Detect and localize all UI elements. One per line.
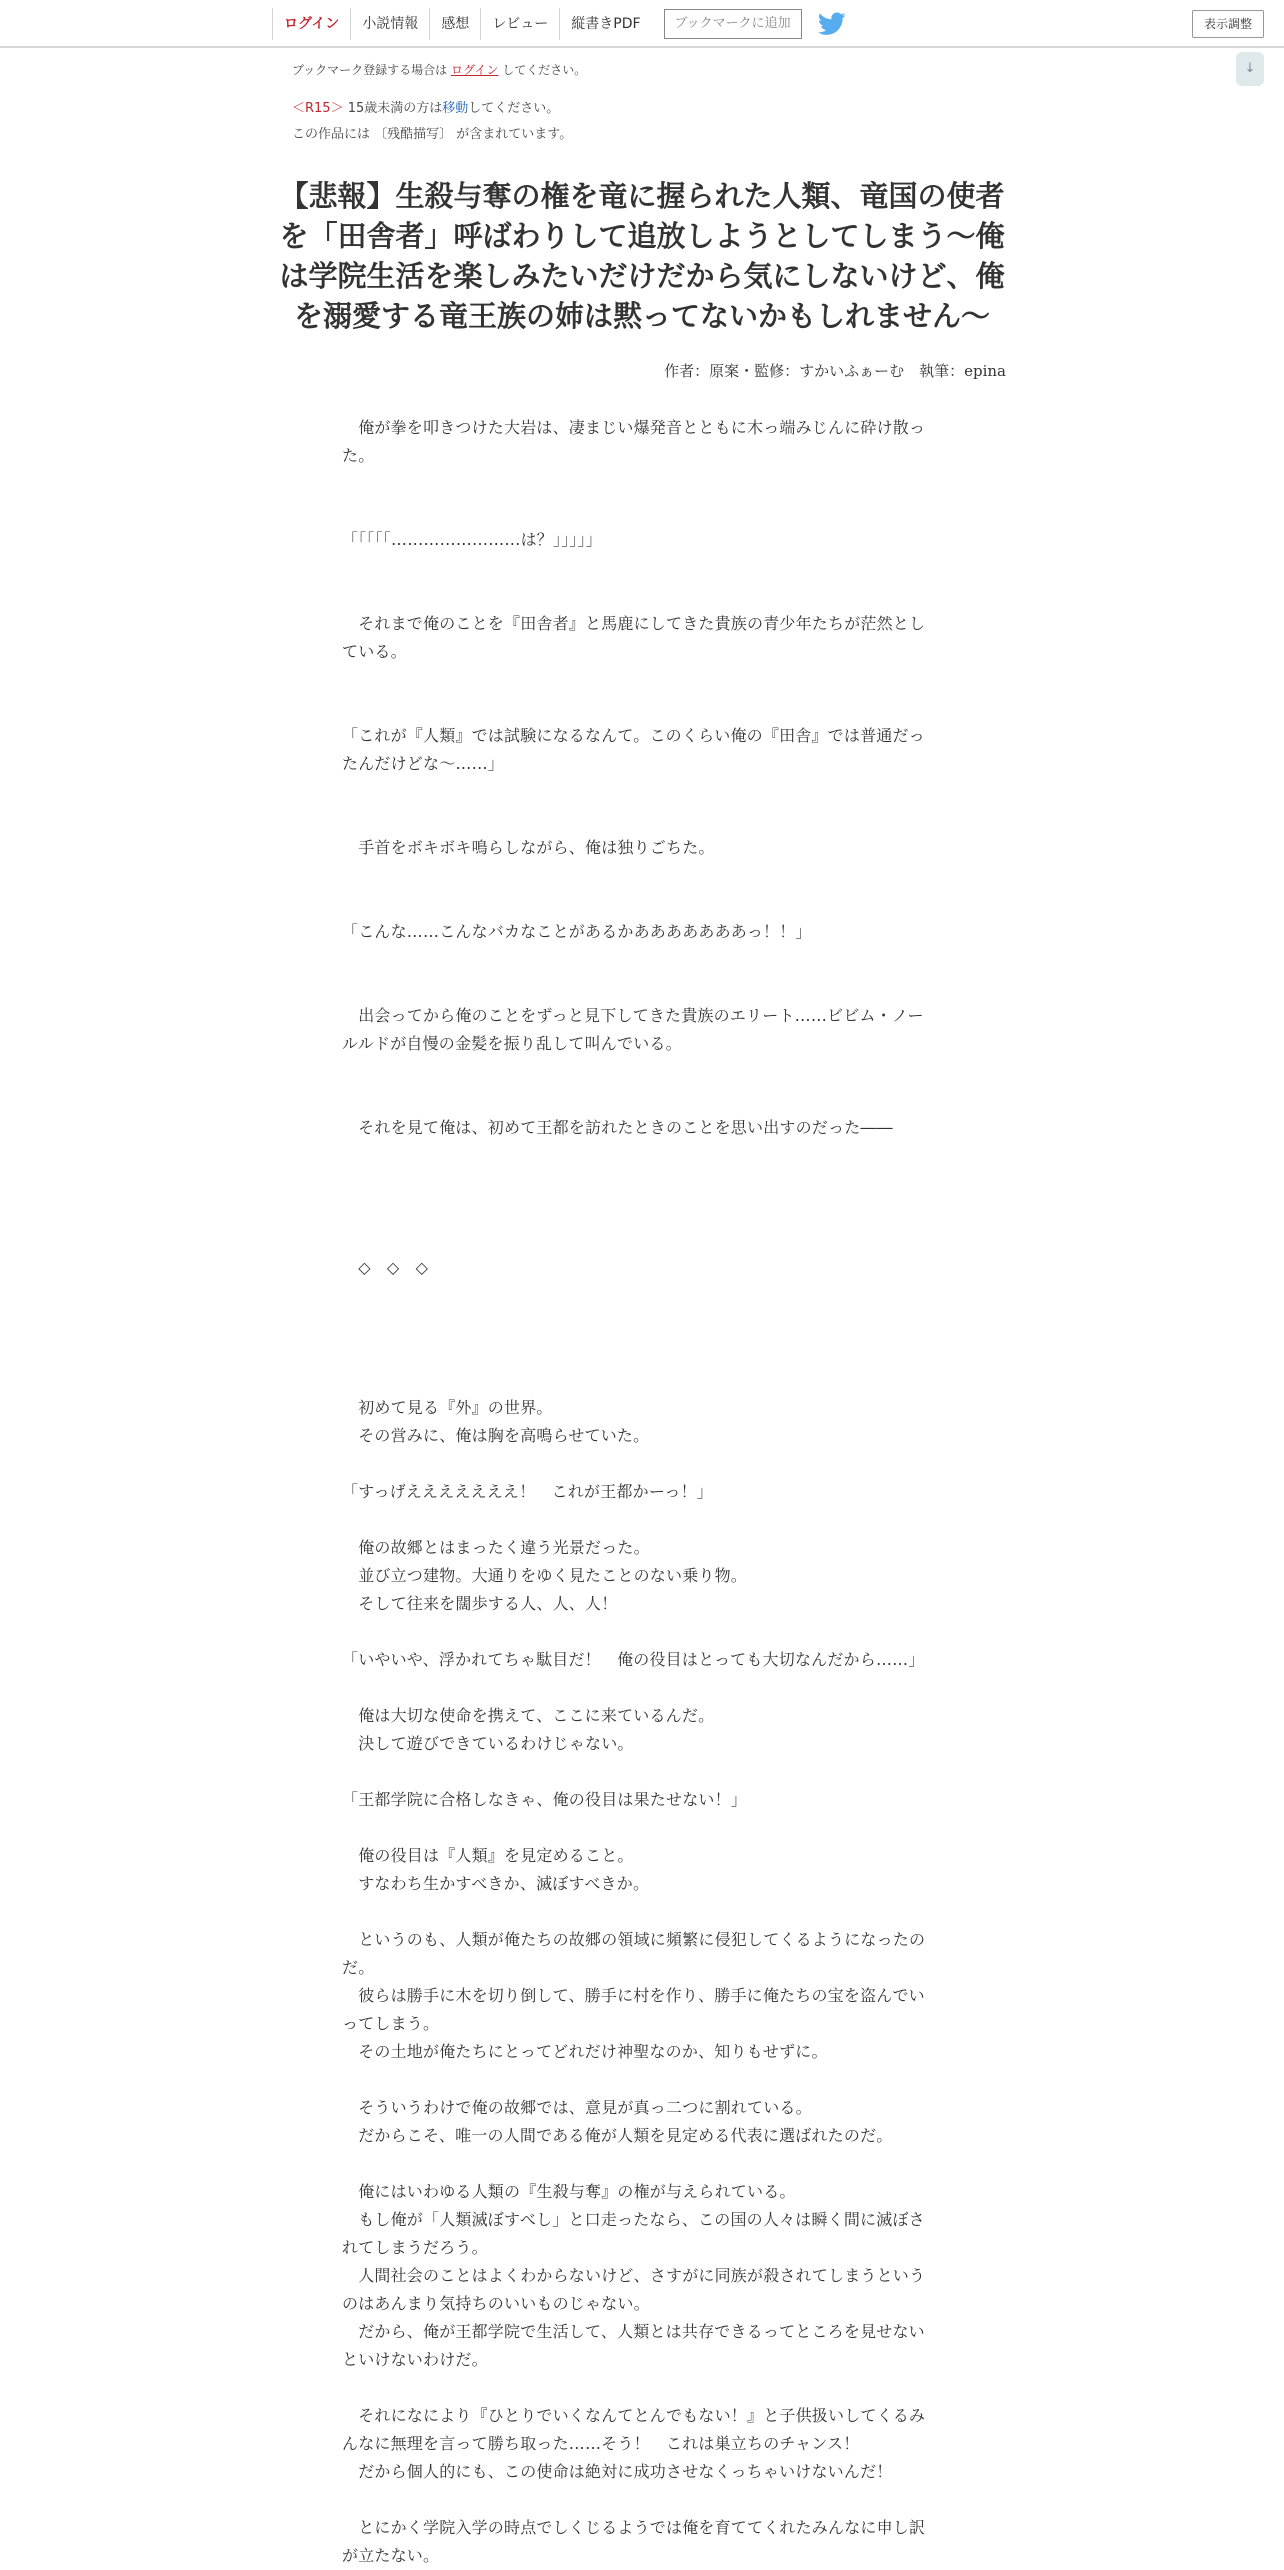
body-line <box>342 2374 937 2402</box>
nav-novel-info-link[interactable]: 小説情報 <box>350 8 429 40</box>
body-line: もし俺が「人類滅ぼすべし」と口走ったなら、この国の人々は瞬く間に滅ぼされてしまうだろう。 <box>342 2210 925 2257</box>
body-line <box>342 806 937 834</box>
body-line: 俺が拳を叩きつけた大岩は、凄まじい爆発音とともに木っ端みじんに砕け散った。 <box>342 418 926 465</box>
notice-login-link[interactable]: ログイン <box>451 63 499 77</box>
body-line: その土地が俺たちにとってどれだけ神聖なのか、知りもせずに。 <box>342 2042 828 2061</box>
bookmark-login-notice <box>292 61 586 78</box>
body-line <box>342 1310 937 1338</box>
body-line <box>342 778 937 806</box>
r15-text-after: してください。 <box>468 101 560 116</box>
body-line <box>342 946 937 974</box>
display-adjust-button[interactable]: 表示調整 <box>1192 10 1264 38</box>
down-arrow-icon: ↓ <box>1244 61 1256 76</box>
body-line <box>342 1618 937 1646</box>
body-line <box>342 470 937 498</box>
body-line: ◇ ◇ ◇ <box>342 1258 429 1277</box>
body-line <box>342 1338 937 1366</box>
body-line <box>342 1674 937 1702</box>
novel-body <box>342 414 937 2570</box>
body-line: 並び立つ建物。大通りをゆく見たことのない乗り物。 <box>342 1566 748 1585</box>
body-line <box>342 554 937 582</box>
body-line: 俺は大切な使命を携えて、ここに来ているんだ。 <box>342 1706 715 1725</box>
body-line <box>342 1226 937 1254</box>
body-line <box>342 582 937 610</box>
body-line: だから、俺が王都学院で生活して、人類とは共存できるってところを見せないといけないわけだ。 <box>342 2322 925 2369</box>
nav-review-link[interactable]: レビュー <box>480 8 559 40</box>
r15-text-before: 15歳未満の方は <box>347 101 443 116</box>
body-line: 手首をボキボキ鳴らしながら、俺は独りごちた。 <box>342 838 715 857</box>
body-line <box>342 1170 937 1198</box>
body-line: 俺の役目は『人類』を見定めること。 <box>342 1846 634 1865</box>
body-line: すなわち生かすべきか、滅ぼすべきか。 <box>342 1874 650 1893</box>
body-line <box>342 2486 937 2514</box>
body-line <box>342 694 937 722</box>
body-line: だからこそ、唯一の人間である俺が人類を見定める代表に選ばれたのだ。 <box>342 2126 893 2145</box>
twitter-icon[interactable] <box>818 12 846 36</box>
body-line <box>342 1450 937 1478</box>
body-line: 「王都学院に合格しなきゃ、俺の役目は果たせない！」 <box>342 1790 748 1809</box>
body-line: それまで俺のことを『田舎者』と馬鹿にしてきた貴族の青少年たちが茫然としている。 <box>342 614 926 661</box>
body-line <box>342 1058 937 1086</box>
body-line <box>342 2066 937 2094</box>
body-line: 「「「「「……………………は？」」」」」 <box>342 530 603 549</box>
author-line: 作者：原案・監修：すかいふぁーむ 執筆：epina <box>664 362 1006 380</box>
body-line: 「すっげえええええええ！ これが王都かーっ！」 <box>342 1482 714 1501</box>
body-line: とにかく学院入学の時点でしくじるようでは俺を育ててくれたみんなに申し訳が立たない。 <box>342 2518 926 2565</box>
body-line <box>342 1282 937 1310</box>
body-line: 「こんな……こんなバカなことがあるかあああああああっ！！」 <box>342 922 812 941</box>
body-line: というのも、人類が俺たちの故郷の領域に頻繁に侵犯してくるようになったのだ。 <box>342 1930 926 1977</box>
novel-title: 【悲報】生殺与奪の権を竜に握られた人類、竜国の使者を「田舎者」呼ばわりして追放しようとしてしまう～俺は学院生活を楽しみたいだけだから気にしないけど、俺を溺愛する竜王族の姉は黙ってないかもしれません〜 <box>279 179 1005 333</box>
notice-suffix: してください。 <box>502 63 587 77</box>
body-line <box>342 666 937 694</box>
nav-login-link[interactable]: ログイン <box>272 8 350 40</box>
body-line <box>342 2150 937 2178</box>
r15-move-link[interactable]: 移動 <box>442 101 469 116</box>
content-warning: この作品には 〔残酷描写〕 が含まれています。 <box>292 127 573 142</box>
body-line <box>342 1086 937 1114</box>
body-line <box>342 498 937 526</box>
body-line: そういうわけで俺の故郷では、意見が真っ二つに割れている。 <box>342 2098 812 2117</box>
body-line: だから個人的にも、この使命は絶対に成功させなくっちゃいけないんだ！ <box>342 2462 893 2481</box>
body-line: それになにより『ひとりでいくなんてとんでもない！』と子供扱いしてくるみんなに無理を言って勝ち取った……そう！ これは巣立ちのチャンス！ <box>342 2406 926 2453</box>
body-line: 俺の故郷とはまったく違う光景だった。 <box>342 1538 650 1557</box>
body-line: 出会ってから俺のことをずっと見下してきた貴族のエリート……ビビム・ノールルドが自慢の金髪を振り乱して叫んでいる。 <box>342 1006 924 1053</box>
add-bookmark-button[interactable]: ブックマークに追加 <box>664 9 802 39</box>
body-line: それを見て俺は、初めて王都を訪れたときのことを思い出すのだった―― <box>342 1118 893 1137</box>
r15-badge: ＜R15＞ <box>292 101 344 116</box>
body-line <box>342 862 937 890</box>
body-line: 彼らは勝手に木を切り倒して、勝手に村を作り、勝手に俺たちの宝を盗んでいってしまう。 <box>342 1986 925 2033</box>
notice-prefix: ブックマーク登録する場合は <box>292 63 448 77</box>
scroll-down-button[interactable] <box>1236 52 1264 86</box>
body-line <box>342 974 937 1002</box>
body-line <box>342 1142 937 1170</box>
top-nav <box>272 8 846 40</box>
body-line: 決して遊びできているわけじゃない。 <box>342 1734 634 1753</box>
body-line <box>342 1198 937 1226</box>
body-line: 初めて見る『外』の世界。 <box>342 1398 553 1417</box>
nav-impressions-link[interactable]: 感想 <box>429 8 480 40</box>
top-navigation-bar <box>0 0 1284 48</box>
body-line <box>342 1506 937 1534</box>
body-line <box>342 1814 937 1842</box>
body-line: 「これが『人類』では試験になるなんて。このくらい俺の『田舎』では普通だったんだけどな～……」 <box>342 726 925 773</box>
nav-vertical-pdf-link[interactable]: 縦書きPDF <box>559 8 651 40</box>
body-line <box>342 1366 937 1394</box>
body-line <box>342 890 937 918</box>
body-line <box>342 1898 937 1926</box>
age-rating-notice <box>292 97 559 116</box>
body-line: 「いやいや、浮かれてちゃ駄目だ！ 俺の役目はとっても大切なんだから……」 <box>342 1650 925 1669</box>
body-line: そして往来を闊歩する人、人、人！ <box>342 1594 618 1613</box>
body-line: 俺にはいわゆる人類の『生殺与奪』の権が与えられている。 <box>342 2182 796 2201</box>
body-line <box>342 1758 937 1786</box>
body-line: 人間社会のことはよくわからないけど、さすがに同族が殺されてしまうというのはあんまり気持ちのいいものじゃない。 <box>342 2266 926 2313</box>
body-line: その営みに、俺は胸を高鳴らせていた。 <box>342 1426 650 1445</box>
